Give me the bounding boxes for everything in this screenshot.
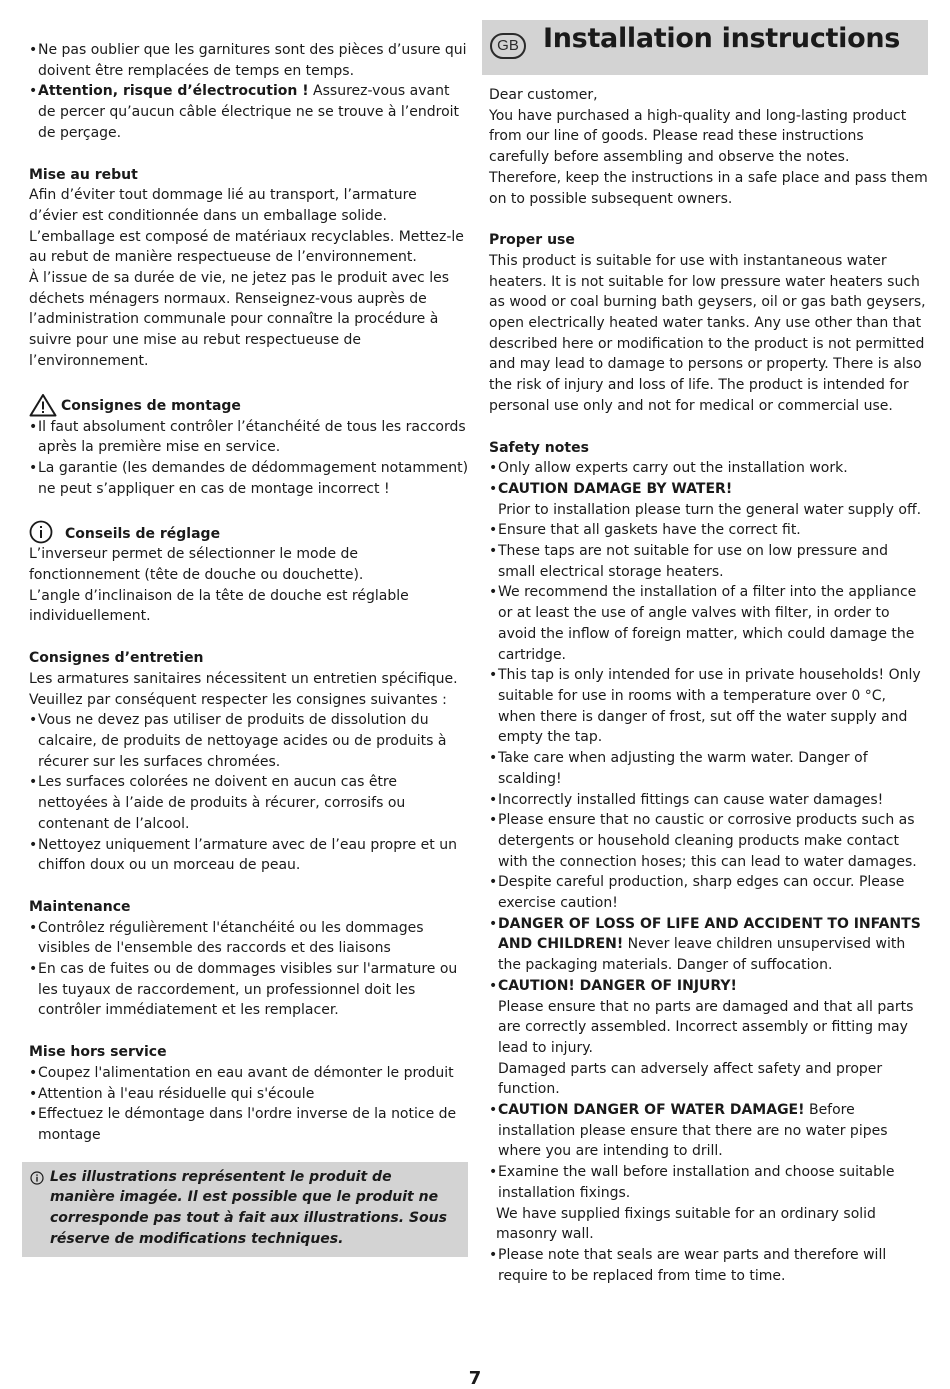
right-column: [482, 20, 928, 1286]
caution-label: CAUTION! DANGER OF INJURY!: [498, 977, 737, 994]
safety-item-text: Prior to installation please turn the general water supply off.: [498, 501, 922, 518]
safety-item: • Please note that seals are wear parts and therefore will require to be replaced from time to time.: [489, 1245, 928, 1286]
section-heading: Maintenance: [29, 898, 131, 915]
page-title: Installation instructions: [543, 23, 901, 54]
bullet-item: • La garantie (les demandes de dédommagement notamment) ne peut s’appliquer en cas de montage incorrect !: [29, 458, 469, 499]
section-heading: Mise au rebut: [29, 166, 138, 183]
caution-label: CAUTION DAMAGE BY WATER!: [498, 480, 733, 497]
safety-item: • Ensure that all gaskets have the correct fit.: [489, 520, 928, 541]
bullet-item: • En cas de fuites ou de dommages visibles sur l'armature ou les tuyaux de raccordement, un professionnel doit les contrôler immédiatement et les remplacer.: [29, 959, 469, 1021]
bullet-item: • Vous ne devez pas utiliser de produits de dissolution du calcaire, de produits de nettoyage acides ou de produits à récurer sur les surfaces chromées.: [29, 710, 469, 772]
paragraph: This product is suitable for use with instantaneous water heaters. It is not suitable for low pressure water heaters such as wood or coal burning bath geysers, oil or gas bath geysers, open electrically heated water tanks. Any use other than that described here or modification to the product is not permitted and may lead to damage to persons or property. There is also the risk of injury and loss of life. The product is intended for personal use only and not for medical or commercial use.: [489, 252, 926, 414]
safety-item: • Take care when adjusting the warm water. Danger of scalding!: [489, 748, 928, 789]
info-icon: [30, 1171, 44, 1192]
section-heading: Proper use: [489, 232, 575, 249]
adjustment-heading-row: [29, 520, 469, 544]
paragraph: L’angle d’inclinaison de la tête de douche est réglable individuellement.: [29, 587, 409, 625]
section-heading: Safety notes: [489, 439, 589, 456]
bullet-item: • Les surfaces colorées ne doivent en aucun cas être nettoyées à l’aide de produits à récurer, corrosifs ou contenant de l’alcool.: [29, 772, 469, 834]
language-badge: GB: [490, 33, 526, 59]
warning-icon: [29, 393, 57, 417]
bullet-text: Assurez-vous avant de percer qu’aucun câble électrique ne se trouve à l’endroit de perçage.: [38, 83, 460, 141]
safety-item: [489, 914, 928, 976]
safety-item: • We recommend the installation of a filter into the appliance or at least the use of angle valves with filter, in order to avoid the inflow of foreign matter, which could damage the cartridge.: [489, 582, 928, 665]
info-icon: [29, 520, 53, 544]
left-column: [29, 40, 469, 1257]
note-text: Les illustrations représentent le produit de manière imagée. Il est possible que le produit ne corresponde pas tout à fait aux illustrations. Sous réserve de modifications techniques.: [50, 1168, 447, 1247]
bullet-item: • Coupez l'alimentation en eau avant de démonter le produit: [29, 1063, 469, 1084]
section-heading: Conseils de réglage: [65, 525, 221, 542]
danger-label: DANGER OF LOSS OF LIFE AND ACCIDENT TO INFANTS AND CHILDREN!: [498, 915, 921, 953]
safety-item: • This tap is only intended for use in private households! Only suitable for use in rooms with a temperature over 0 °C, when there is danger of frost, sut off the water supply and empty the tap.: [489, 665, 928, 748]
warning-label: Attention, risque d’électrocution !: [38, 83, 309, 100]
safety-item-text: Please ensure that no parts are damaged and that all parts are correctly assembled. Incorrect assembly or fitting may lead to injury.: [498, 998, 914, 1056]
paragraph: À l’issue de sa durée de vie, ne jetez pas le produit avec les déchets ménagers normaux. Renseignez-vous auprès de l’administration communale pour connaître la procédure à suivre pour une mise au rebut respectueuse de l’environnement.: [29, 270, 449, 369]
caution-label: CAUTION DANGER OF WATER DAMAGE!: [498, 1102, 805, 1119]
bullet-item: • Nettoyez uniquement l’armature avec de l’eau propre et un chiffon doux ou un morceau de peau.: [29, 835, 469, 876]
bullet-item: • Il faut absolument contrôler l’étanchéité de tous les raccords après la première mise en service.: [29, 417, 469, 458]
safety-item: • Despite careful production, sharp edges can occur. Please exercise caution!: [489, 872, 928, 913]
safety-item: [489, 1100, 928, 1162]
intro-paragraph: Dear customer, You have purchased a high-quality and long-lasting product from our line of goods. Please read these instructions carefully before assembling and observe the notes. Therefore, keep the instructions in a safe place and pass them on to possible subsequent owners.: [489, 87, 928, 207]
safety-item: • Examine the wall before installation and choose suitable installation fixings.: [489, 1162, 928, 1203]
safety-item: • These taps are not suitable for use on low pressure and small electrical storage heaters.: [489, 541, 928, 582]
safety-item: • Please ensure that no caustic or corrosive products such as detergents or household cleaning products make contact with the connection hoses; this can lead to water damages.: [489, 810, 928, 872]
section-heading: Mise hors service: [29, 1044, 167, 1061]
safety-item-text: Damaged parts can adversely affect safety and proper function.: [498, 1060, 883, 1098]
safety-item: [489, 976, 928, 997]
page-number: 7: [468, 1368, 482, 1389]
safety-item-text: We have supplied fixings suitable for an ordinary solid masonry wall.: [496, 1205, 876, 1243]
bullet-item: • Ne pas oublier que les garnitures sont des pièces d’usure qui doivent être remplacées de temps en temps.: [29, 40, 469, 81]
safety-item: [489, 479, 928, 500]
safety-item-text: Before installation please ensure that there are no water pipes where you are intending to drill.: [498, 1102, 888, 1160]
safety-item: • Incorrectly installed fittings can cause water damages!: [489, 790, 928, 811]
illustration-note-box: [22, 1162, 468, 1258]
safety-item: • Only allow experts carry out the installation work.: [489, 458, 928, 479]
paragraph: L’inverseur permet de sélectionner le mode de fonctionnement (tête de douche ou douchette).: [29, 546, 364, 584]
paragraph: Afin d’éviter tout dommage lié au transport, l’armature d’évier est conditionnée dans un emballage solide. L’emballage est composé de matériaux recyclables. Mettez-le au rebut de manière respectueuse de l’environnement.: [29, 187, 464, 266]
bullet-item: • Effectuez le démontage dans l'ordre inverse de la notice de montage: [29, 1104, 469, 1145]
paragraph: Les armatures sanitaires nécessitent un entretien spécifique. Veuillez par conséquent respecter les consignes suivantes :: [29, 670, 458, 708]
bullet-item: • Attention à l'eau résiduelle qui s'écoule: [29, 1084, 469, 1105]
bullet-item: • Contrôlez régulièrement l'étanchéité ou les dommages visibles de l'ensemble des raccords et des liaisons: [29, 918, 469, 959]
safety-item-text: Never leave children unsupervised with the packaging materials. Danger of suffocation.: [498, 936, 906, 974]
bullet-item: [29, 81, 469, 143]
mounting-heading-row: [29, 393, 469, 417]
section-heading: Consignes de montage: [61, 397, 241, 414]
section-header: [482, 20, 928, 75]
section-heading: Consignes d’entretien: [29, 650, 204, 667]
